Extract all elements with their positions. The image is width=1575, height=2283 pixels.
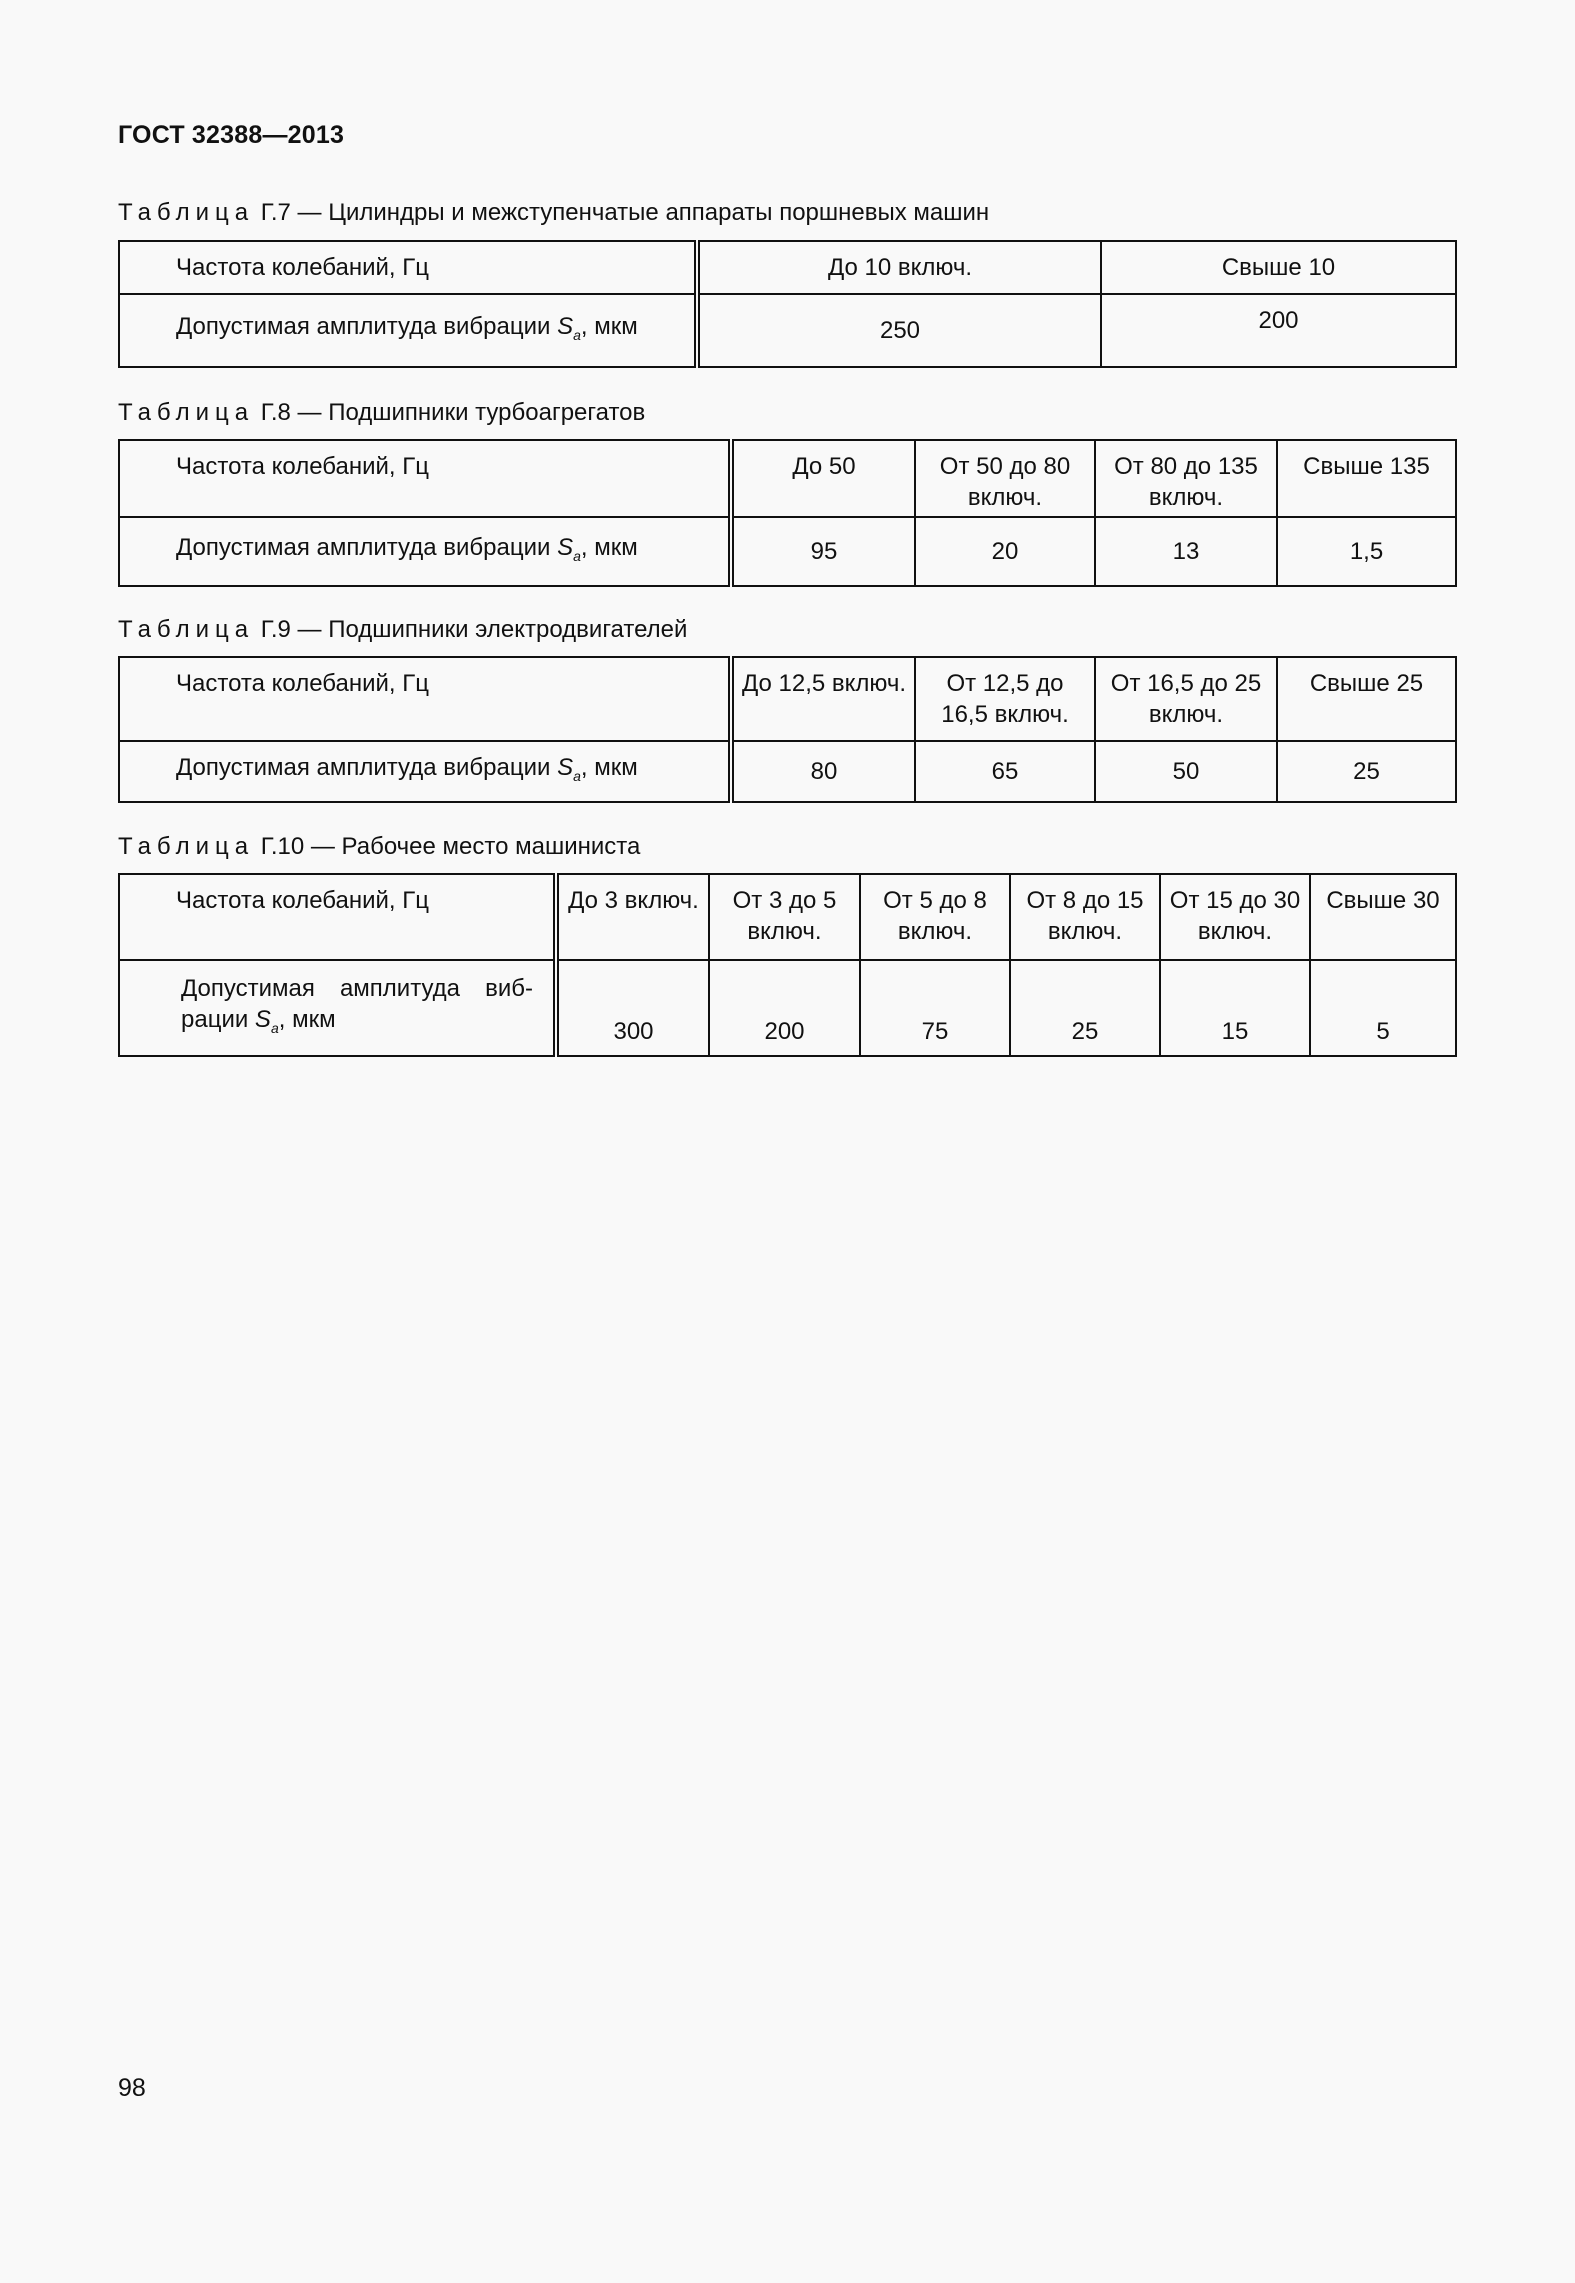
caption-word: Таблица [118, 833, 255, 860]
amplitude-symbol [557, 753, 581, 784]
table-row [119, 241, 1456, 294]
amplitude-label [119, 517, 731, 586]
amplitude-value: 5 [1310, 960, 1456, 1056]
freq-range-cell: От 8 до 15 включ. [1010, 874, 1160, 960]
amplitude-label-text: Допустимая амплитуда вибрации [176, 533, 558, 561]
table-caption-g8 [118, 399, 645, 427]
freq-range-cell: До 12,5 включ. [731, 657, 915, 741]
amplitude-value: 13 [1095, 517, 1277, 586]
amplitude-value: 300 [556, 960, 709, 1056]
caption-text: Г.9 — Подшипники электродвигателей [254, 616, 688, 643]
caption-text: Г.8 — Подшипники турбоагрегатов [254, 399, 646, 426]
freq-range-cell: Свыше 30 [1310, 874, 1456, 960]
amplitude-label [119, 294, 697, 367]
amplitude-value: 250 [697, 294, 1101, 367]
table-row [119, 657, 1456, 741]
freq-range-cell: От 12,5 до 16,5 включ. [915, 657, 1095, 741]
table-g7 [118, 240, 1457, 368]
freq-range-cell: Свыше 10 [1101, 241, 1456, 294]
amplitude-value: 20 [915, 517, 1095, 586]
freq-label: Частота колебаний, Гц [119, 440, 731, 517]
amplitude-unit: , мкм [278, 1006, 336, 1033]
document-header: ГОСТ 32388—2013 [118, 121, 345, 149]
amplitude-label [119, 960, 556, 1056]
amplitude-symbol-letter: S [557, 753, 574, 781]
amplitude-label-text: Допустимая амплитуда вибрации [176, 312, 558, 340]
amplitude-symbol-subscript: а [573, 547, 581, 564]
freq-range-cell: От 5 до 8 включ. [860, 874, 1010, 960]
amplitude-value: 200 [709, 960, 860, 1056]
freq-range-cell: До 50 [731, 440, 915, 517]
amplitude-value: 1,5 [1277, 517, 1456, 586]
freq-range-cell: От 3 до 5 включ. [709, 874, 860, 960]
page-number: 98 [118, 2074, 146, 2102]
amplitude-symbol [254, 1006, 279, 1036]
freq-range-cell: От 80 до 135 включ. [1095, 440, 1277, 517]
amplitude-label-text: Допустимая амплитуда виб-рации [181, 975, 533, 1033]
amplitude-value: 25 [1277, 741, 1456, 802]
table-row [119, 440, 1456, 517]
amplitude-value: 50 [1095, 741, 1277, 802]
amplitude-value: 80 [731, 741, 915, 802]
caption-word: Таблица [118, 399, 255, 426]
amplitude-value: 15 [1160, 960, 1310, 1056]
freq-range-cell: До 3 включ. [556, 874, 709, 960]
amplitude-unit: , мкм [580, 753, 638, 781]
table-g8 [118, 439, 1457, 587]
freq-range-cell: Свыше 25 [1277, 657, 1456, 741]
amplitude-label [119, 741, 731, 802]
amplitude-symbol [557, 533, 581, 564]
table-row [119, 517, 1456, 586]
amplitude-unit: , мкм [580, 312, 638, 340]
amplitude-label-block [126, 973, 547, 1044]
freq-range-cell: Свыше 135 [1277, 440, 1456, 517]
table-caption-g9 [118, 616, 687, 644]
caption-text: Г.7 — Цилиндры и межступенчатые аппараты поршневых машин [254, 199, 990, 226]
table-row [119, 741, 1456, 802]
amplitude-value: 25 [1010, 960, 1160, 1056]
amplitude-symbol-subscript: а [270, 1019, 279, 1036]
table-g10 [118, 873, 1457, 1057]
amplitude-symbol-letter: S [557, 312, 574, 340]
amplitude-value: 200 [1101, 294, 1456, 367]
amplitude-value: 75 [860, 960, 1010, 1056]
freq-label: Частота колебаний, Гц [119, 241, 697, 294]
freq-label: Частота колебаний, Гц [119, 874, 556, 960]
amplitude-unit: , мкм [580, 533, 638, 561]
table-caption-g7 [118, 199, 989, 227]
amplitude-symbol-subscript: а [573, 326, 581, 343]
amplitude-value: 65 [915, 741, 1095, 802]
amplitude-symbol-letter: S [557, 533, 574, 561]
table-g9 [118, 656, 1457, 803]
freq-range-cell: От 16,5 до 25 включ. [1095, 657, 1277, 741]
amplitude-symbol-subscript: а [573, 767, 581, 784]
table-caption-g10 [118, 833, 640, 861]
caption-word: Таблица [118, 199, 255, 226]
amplitude-symbol-letter: S [254, 1006, 271, 1033]
table-row [119, 960, 1456, 1056]
amplitude-label-text: Допустимая амплитуда вибрации [176, 753, 558, 781]
caption-text: Г.10 — Рабочее место машиниста [254, 833, 641, 860]
freq-range-cell: От 15 до 30 включ. [1160, 874, 1310, 960]
table-row [119, 294, 1456, 367]
freq-label: Частота колебаний, Гц [119, 657, 731, 741]
amplitude-value: 95 [731, 517, 915, 586]
freq-range-cell: До 10 включ. [697, 241, 1101, 294]
table-row [119, 874, 1456, 960]
caption-word: Таблица [118, 616, 255, 643]
amplitude-symbol [557, 312, 581, 343]
freq-range-cell: От 50 до 80 включ. [915, 440, 1095, 517]
